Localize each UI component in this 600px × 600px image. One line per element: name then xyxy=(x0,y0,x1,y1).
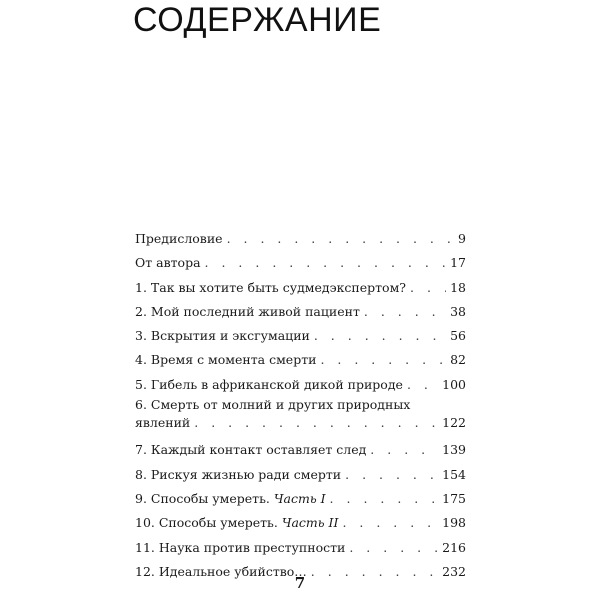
toc-entry-label: Предисловие xyxy=(135,231,223,246)
toc-entry-label: 4. Время с момента смерти xyxy=(135,352,317,368)
toc-entry-page: 139 xyxy=(442,442,466,458)
toc-entry-label: 1. Так вы хотите быть судмедэкспертом? xyxy=(135,279,406,295)
toc-entry-page: 38 xyxy=(450,303,466,319)
toc-entry-label-wrap xyxy=(135,491,326,506)
toc-entry-label: 11. Наука против преступности xyxy=(135,539,346,555)
toc-entry xyxy=(135,437,466,457)
toc-entry xyxy=(135,275,466,295)
toc-entry xyxy=(135,226,466,246)
dot-leader xyxy=(370,442,438,457)
toc-entry-page: 122 xyxy=(442,415,466,431)
page-number: 7 xyxy=(294,574,306,592)
dot-leader xyxy=(342,515,438,530)
toc-entry-label: 12. Идеальное убийство… xyxy=(135,563,307,579)
toc-entry-label: 2. Мой последний живой пациент xyxy=(135,303,360,319)
toc-entry-label-cont: явлений xyxy=(135,415,191,431)
dot-leader xyxy=(410,280,446,295)
toc-entry-label-wrap xyxy=(135,515,338,530)
toc-entry-label: 3. Вскрытия и эксгумации xyxy=(135,328,310,344)
toc-entry-label: 10. Способы умереть. xyxy=(135,515,278,531)
toc-entry-page: 18 xyxy=(450,279,466,295)
page-title: СОДЕРЖАНИЕ xyxy=(133,1,382,39)
toc-entry-label: 6. Смерть от молний и других природных xyxy=(135,397,411,413)
toc-entry-label: 7. Каждый контакт оставляет след xyxy=(135,442,367,458)
toc-entry xyxy=(135,323,466,343)
table-of-contents xyxy=(135,226,466,583)
toc-entry xyxy=(135,372,466,392)
toc-entry-page: 175 xyxy=(442,490,466,506)
toc-entry-row xyxy=(135,413,466,433)
toc-entry xyxy=(135,486,466,506)
toc-entry-page: 154 xyxy=(442,466,466,482)
toc-entry xyxy=(135,299,466,319)
toc-entry-page: 232 xyxy=(442,563,466,579)
dot-leader xyxy=(330,491,439,506)
dot-leader xyxy=(227,231,454,246)
dot-leader xyxy=(320,352,446,367)
dot-leader xyxy=(194,413,438,433)
toc-entry-label: 5. Гибель в африканской дикой природе xyxy=(135,376,403,392)
toc-entry xyxy=(135,250,466,270)
toc-entry-page: 56 xyxy=(450,328,466,344)
toc-entry-page: 100 xyxy=(442,376,466,392)
dot-leader xyxy=(205,255,447,270)
toc-entry-page: 17 xyxy=(450,255,466,271)
toc-entry xyxy=(135,535,466,555)
dot-leader xyxy=(364,304,446,319)
toc-entry xyxy=(135,510,466,530)
toc-entry-label-italic: Часть I xyxy=(273,490,326,506)
toc-entry xyxy=(135,396,466,433)
toc-entry-label: 8. Рискуя жизнью ради смерти xyxy=(135,466,342,482)
toc-entry-label-italic: Часть II xyxy=(281,515,339,531)
dot-leader xyxy=(407,377,438,392)
toc-entry-label: От автора xyxy=(135,255,201,271)
toc-entry-label: 9. Способы умереть. xyxy=(135,490,270,506)
toc-entry-page: 9 xyxy=(458,231,466,246)
dot-leader xyxy=(345,467,438,482)
toc-entry-page: 82 xyxy=(450,352,466,368)
toc-entry xyxy=(135,347,466,367)
dot-leader xyxy=(349,540,438,555)
toc-entry-page: 198 xyxy=(442,515,466,531)
toc-entry-page: 216 xyxy=(442,539,466,555)
dot-leader xyxy=(314,328,446,343)
toc-entry xyxy=(135,462,466,482)
